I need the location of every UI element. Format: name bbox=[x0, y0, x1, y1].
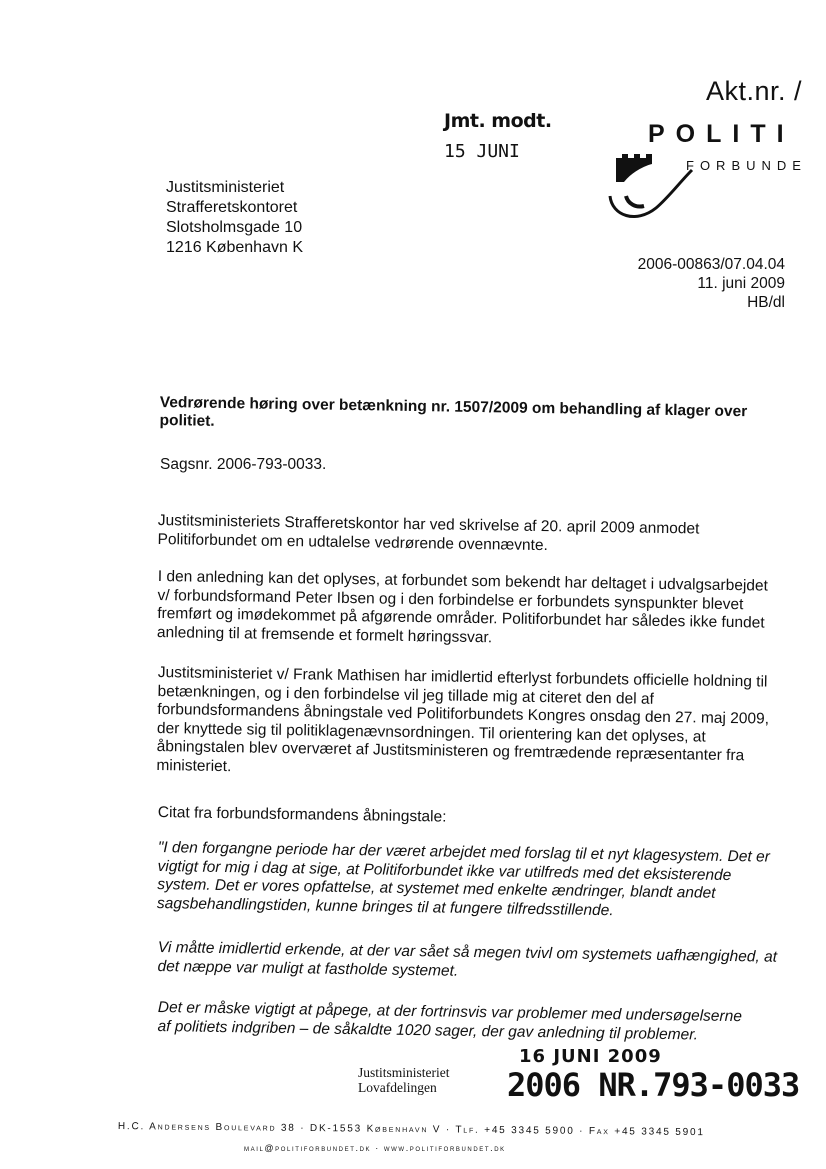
ministry-stamp-journal: 2006 NR.793-0033 bbox=[507, 1066, 800, 1104]
footer-address: H.C. Andersens Boulevard 38 · DK-1553 København V · Tlf. +45 3345 5900 · Fax +45 3345 5901 bbox=[117, 1121, 705, 1139]
letter-subject: Vedrørende høring over betænkning nr. 1507/2009 om behandling af klager over politiet. bbox=[159, 394, 748, 430]
recipient-line: Strafferetskontoret bbox=[166, 199, 298, 216]
logo-subtitle: FORBUNDE bbox=[686, 158, 807, 173]
recipient-line: Justitsministeriet bbox=[166, 179, 285, 196]
body-paragraph: Justitsministeriet v/ Frank Mathisen har imidlertid efterlyst forbundets officielle holdning til betænkningen, og i den forbindelse vil jeg tillade mig at citeret den del af forbundsformandens åbningstale ved Politiforbundets Kongres onsdag den 27. maj 2009, der knyttede sig til politiklagenævnsordningen. Til orientering kan det oplyses, at åbningstalen blev overværet af Justitsministeren og fremtrædende repræsentanter fra ministeriet. bbox=[156, 664, 770, 775]
reference-date: 11. juni 2009 bbox=[697, 275, 785, 292]
reference-number: 2006-00863/07.04.04 bbox=[637, 256, 785, 273]
recipient-line: 1216 København K bbox=[166, 239, 303, 256]
ministry-stamp-date: 16 JUNI 2009 bbox=[519, 1046, 662, 1067]
quote-intro: Citat fra forbundsformandens åbningstale: bbox=[157, 804, 447, 826]
ministry-stamp-line: Justitsministeriet bbox=[358, 1065, 450, 1080]
received-stamp-date: 15 JUNI bbox=[444, 141, 520, 162]
recipient-address bbox=[166, 178, 303, 258]
quote-paragraph: "I den forgangne periode har der været arbejdet med forslag til et nyt klagesystem. Det er vigtigt for mig i dag at sige, at Politiforbundet ikke var utilfreds med det eksisterende system. Det er vores opfattelse, at systemet med enkelte ændringer, blandt andet sagsbehandlingstiden, kunne bringes til at fungere tilfredsstillende. bbox=[156, 839, 770, 919]
body-paragraph: Justitsministeriets Strafferetskontor har ved skrivelse af 20. april 2009 anmodet Politiforbundet om en udtalelse vedrørende ovennævnte. bbox=[157, 512, 700, 554]
reference-block bbox=[638, 255, 785, 312]
ministry-stamp-department bbox=[358, 1065, 450, 1095]
recipient-line: Slotsholmsgade 10 bbox=[166, 219, 303, 236]
logo-wordmark: POLITI bbox=[648, 120, 795, 148]
footer-contact: mail@politiforbundet.dk · www.politiforbundet.dk bbox=[244, 1143, 506, 1153]
ministry-stamp-line: Lovafdelingen bbox=[358, 1080, 437, 1095]
akt-number: Akt.nr. / bbox=[706, 76, 803, 106]
received-stamp-label: Jmt. modt. bbox=[444, 110, 552, 132]
reference-initials: HB/dl bbox=[747, 294, 785, 311]
quote-paragraph: Vi måtte imidlertid erkende, at der var sået så megen tvivl om systemets uafhængighed, at det næppe var muligt at fastholde systemet. bbox=[157, 939, 778, 980]
case-number: Sagsnr. 2006-793-0033. bbox=[160, 456, 327, 473]
crown-eye-icon bbox=[606, 152, 696, 237]
quote-paragraph: Det er måske vigtigt at påpege, at der fortrinsvis var problemer med undersøgelserne af politiets indgriben – de såkaldte 1020 sager, der gav anledning til problemer. bbox=[157, 999, 743, 1043]
body-paragraph: I den anledning kan det oplyses, at forbundet som bekendt har deltaget i udvalgsarbejdet v/ forbundsformand Peter Ibsen og i den forbindelse er forbundets synspunkter blevet fremført og imødekommet på afgørende områder. Politiforbundet har således ikke fundet anledning til at fremsende et formelt høringssvar. bbox=[156, 568, 769, 646]
